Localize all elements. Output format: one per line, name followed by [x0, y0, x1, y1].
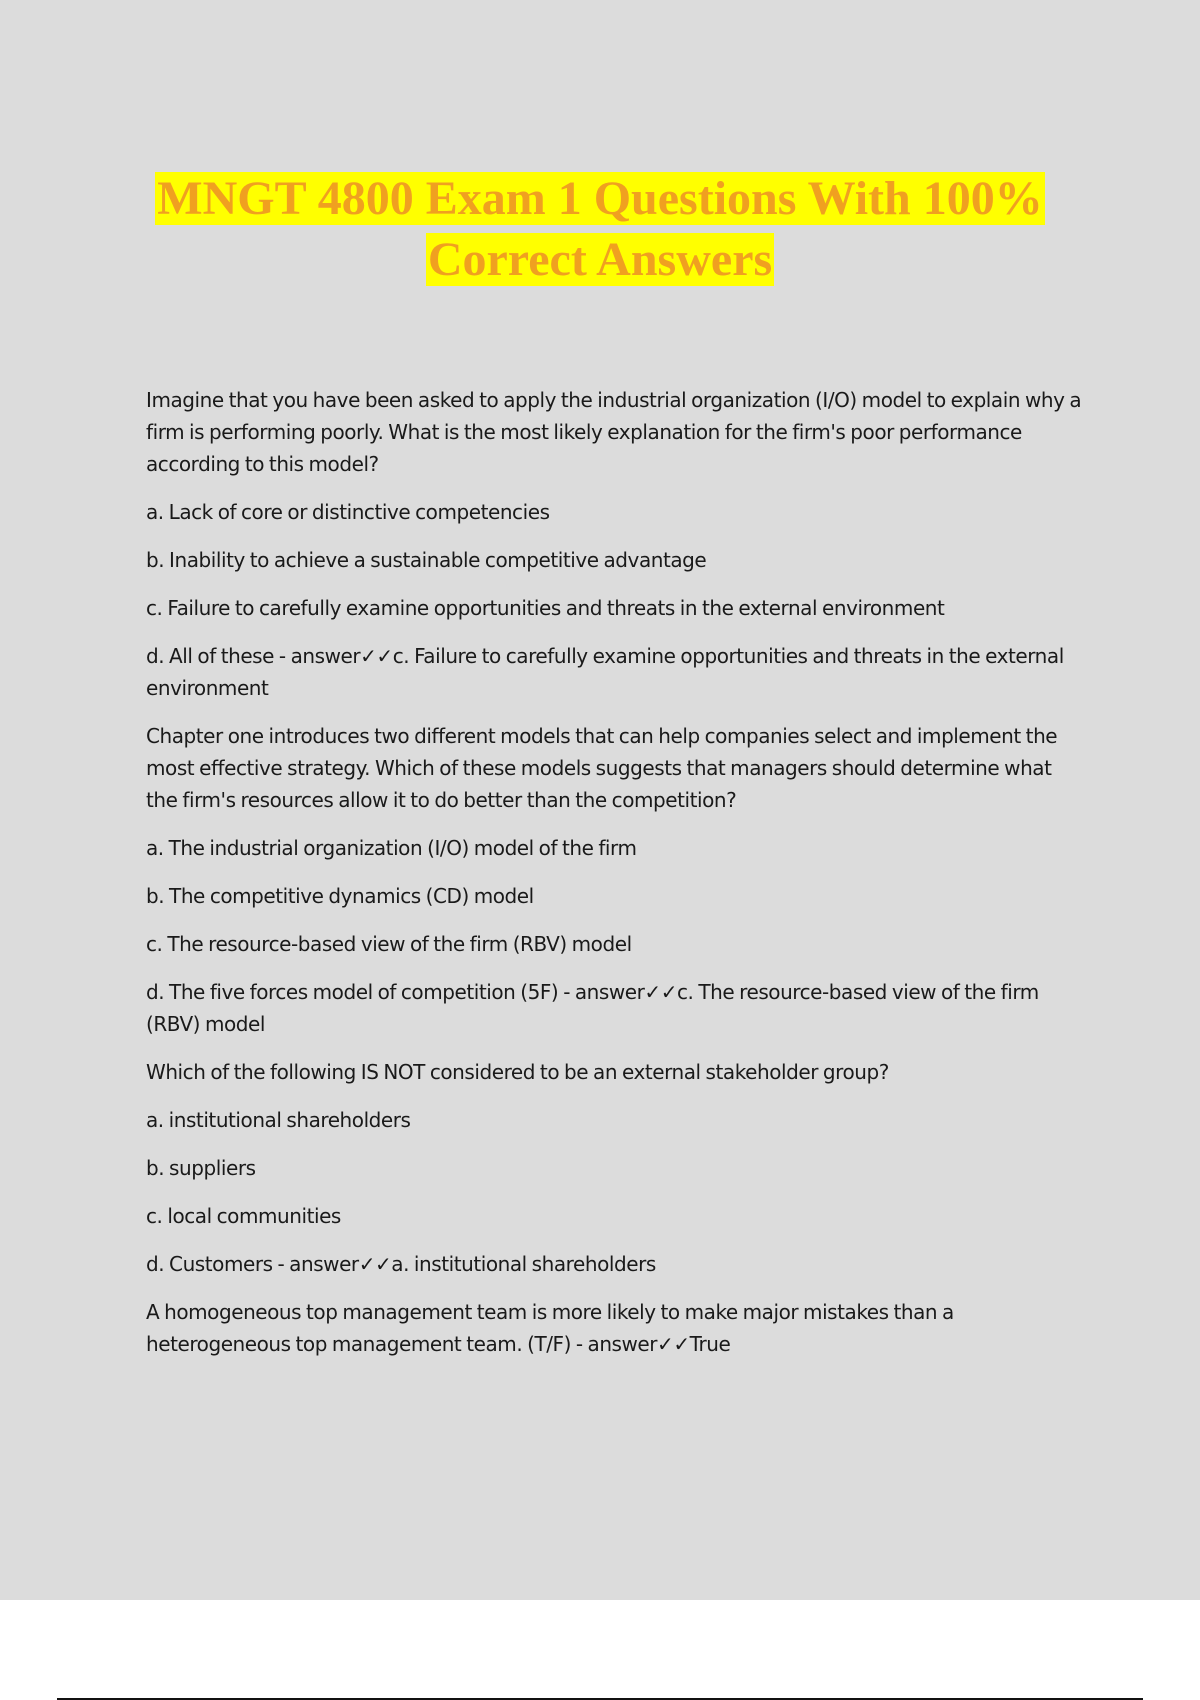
title-line-2-text: Correct Answers [427, 233, 773, 286]
question-1-option-c: c. Failure to carefully examine opportunities and threats in the external environment [146, 596, 945, 620]
question-1-text: Imagine that you have been asked to apply the industrial organization (I/O) model to explain why a firm is performing poorly. What is the most likely explanation for the firm's poor performance according to this model? [146, 388, 1082, 476]
document-body [146, 384, 1086, 1376]
question-3-text: Which of the following IS NOT considered to be an external stakeholder group? [146, 1060, 889, 1084]
question-1-option-d-answer: d. All of these - answer✓✓c. Failure to carefully examine opportunities and threats in the external environment [146, 644, 1064, 700]
question-2-option-c: c. The resource-based view of the firm (RBV) model [146, 932, 632, 956]
document-title [0, 168, 1200, 290]
question-1-option-b: b. Inability to achieve a sustainable competitive advantage [146, 548, 707, 572]
question-2-text: Chapter one introduces two different models that can help companies select and implement the most effective strategy. Which of these models suggests that managers should determine what the firm's resources allow it to do better than the competition? [146, 724, 1058, 812]
question-3-option-b: b. suppliers [146, 1156, 256, 1180]
question-4-text-answer: A homogeneous top management team is more likely to make major mistakes than a heterogeneous top management team. (T/F) - answer✓✓True [146, 1300, 954, 1356]
title-line-1 [0, 168, 1200, 229]
question-3-option-a: a. institutional shareholders [146, 1108, 411, 1132]
title-line-1-text: MNGT 4800 Exam 1 Questions With 100% [157, 172, 1043, 225]
question-2-option-b: b. The competitive dynamics (CD) model [146, 884, 534, 908]
title-line-2 [0, 229, 1200, 290]
question-2-option-a: a. The industrial organization (I/O) model of the firm [146, 836, 637, 860]
question-1-option-a: a. Lack of core or distinctive competencies [146, 500, 550, 524]
question-3-option-c: c. local communities [146, 1204, 341, 1228]
question-3-option-d-answer: d. Customers - answer✓✓a. institutional shareholders [146, 1252, 656, 1276]
question-2-option-d-answer: d. The five forces model of competition (5F) - answer✓✓c. The resource-based view of the firm (RBV) model [146, 980, 1039, 1036]
